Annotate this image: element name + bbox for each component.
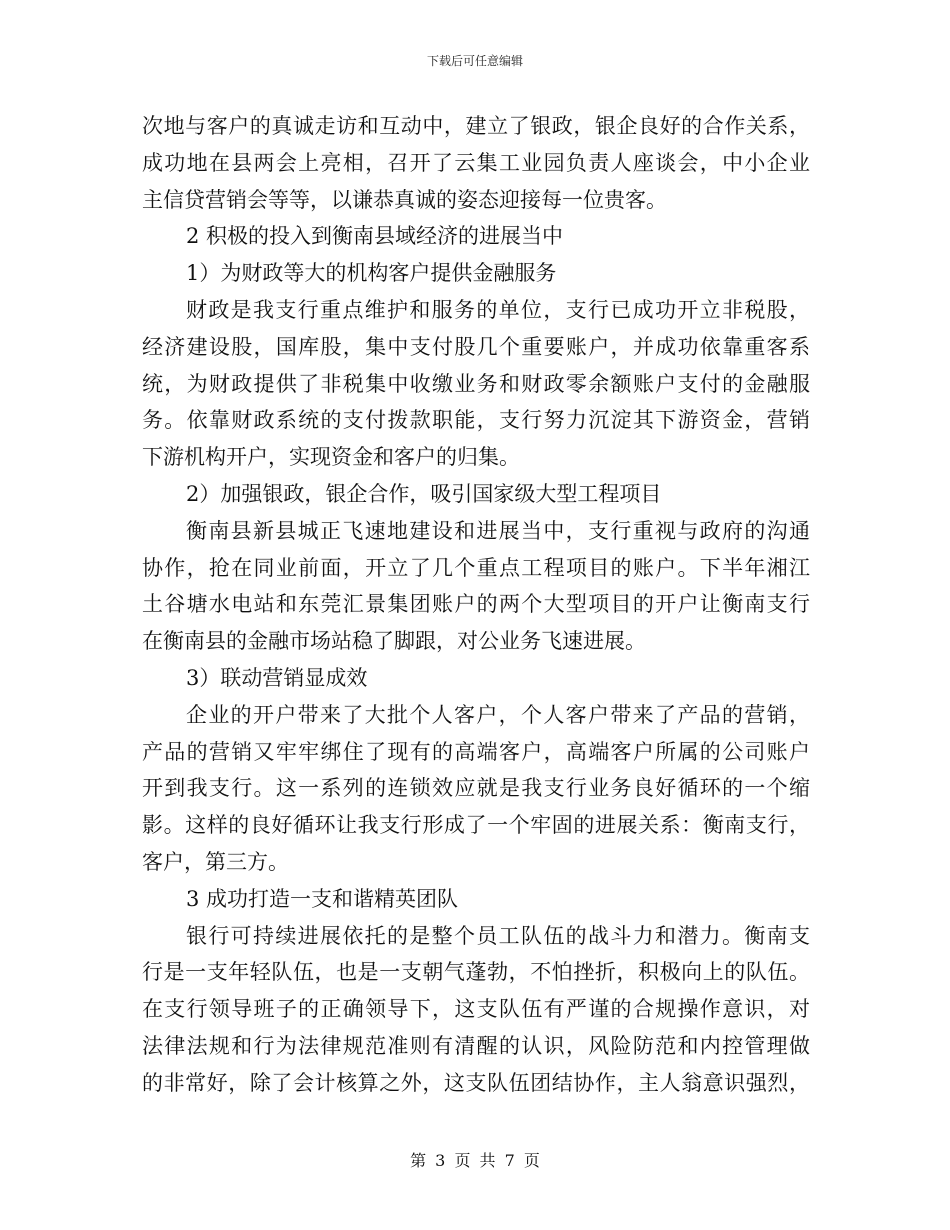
text-line: 的非常好，除了会计核算之外，这支队伍团结协作，主人翁意识强烈， — [142, 1070, 810, 1095]
subsection-heading: 2）加强银政，银企合作，吸引国家级大型工程项目 — [186, 481, 662, 506]
document-body — [142, 108, 810, 1102]
text-line: 经济建设股，国库股，集中支付股几个重要账户，并成功依靠重客系 — [142, 334, 810, 359]
text-line: 法律法规和行为法律规范准则有清醒的认识，风险防范和内控管理做 — [142, 1033, 810, 1058]
text-line: 土谷塘水电站和东莞汇景集团账户的两个大型项目的开户让衡南支行 — [142, 592, 810, 617]
subsection-heading: 3）联动营销显成效 — [186, 665, 368, 690]
text-line: 财政是我支行重点维护和服务的单位，支行已成功开立非税股， — [186, 297, 810, 322]
page-header: 下载后可任意编辑 — [426, 54, 523, 68]
section-heading: 2 积极的投入到衡南县域经济的进展当中 — [186, 224, 564, 249]
text-line: 开到我支行。这一系列的连锁效应就是我支行业务良好循环的一个缩 — [142, 776, 810, 801]
text-line: 企业的开户带来了大批个人客户，个人客户带来了产品的营销， — [186, 702, 810, 727]
text-line: 在衡南县的金融市场站稳了脚跟，对公业务飞速进展。 — [142, 629, 646, 654]
text-line: 衡南县新县城正飞速地建设和进展当中，支行重视与政府的沟通 — [186, 518, 810, 543]
text-line: 协作，抢在同业前面，开立了几个重点工程项目的账户。下半年湘江 — [142, 555, 810, 580]
text-line: 产品的营销又牢牢绑住了现有的高端客户，高端客户所属的公司账户 — [142, 739, 810, 764]
text-line: 银行可持续进展依托的是整个员工队伍的战斗力和潜力。衡南支 — [186, 923, 810, 948]
text-line: 主信贷营销会等等，以谦恭真诚的姿态迎接每一位贵客。 — [142, 187, 667, 212]
text-line: 行是一支年轻队伍，也是一支朝气蓬勃，不怕挫折，积极向上的队伍。 — [142, 960, 810, 985]
text-line: 在支行领导班子的正确领导下，这支队伍有严谨的合规操作意识，对 — [142, 997, 810, 1022]
text-line: 影。这样的良好循环让我支行形成了一个牢固的进展关系：衡南支行， — [142, 813, 810, 838]
text-line: 务。依靠财政系统的支付拨款职能，支行努力沉淀其下游资金，营销 — [142, 408, 810, 433]
text-line: 成功地在县两会上亮相，召开了云集工业园负责人座谈会，中小企业 — [142, 150, 810, 175]
page-footer: 第 3 页 共 7 页 — [410, 1151, 540, 1170]
subsection-heading: 1）为财政等大的机构客户提供金融服务 — [186, 261, 557, 286]
section-heading: 3 成功打造一支和谐精英团队 — [186, 886, 459, 911]
text-line: 客户，第三方。 — [142, 849, 289, 874]
text-line: 统，为财政提供了非税集中收缴业务和财政零余额账户支付的金融服 — [142, 371, 810, 396]
text-line: 下游机构开户，实现资金和客户的归集。 — [142, 445, 520, 470]
text-line: 次地与客户的真诚走访和互动中，建立了银政，银企良好的合作关系， — [142, 114, 810, 138]
